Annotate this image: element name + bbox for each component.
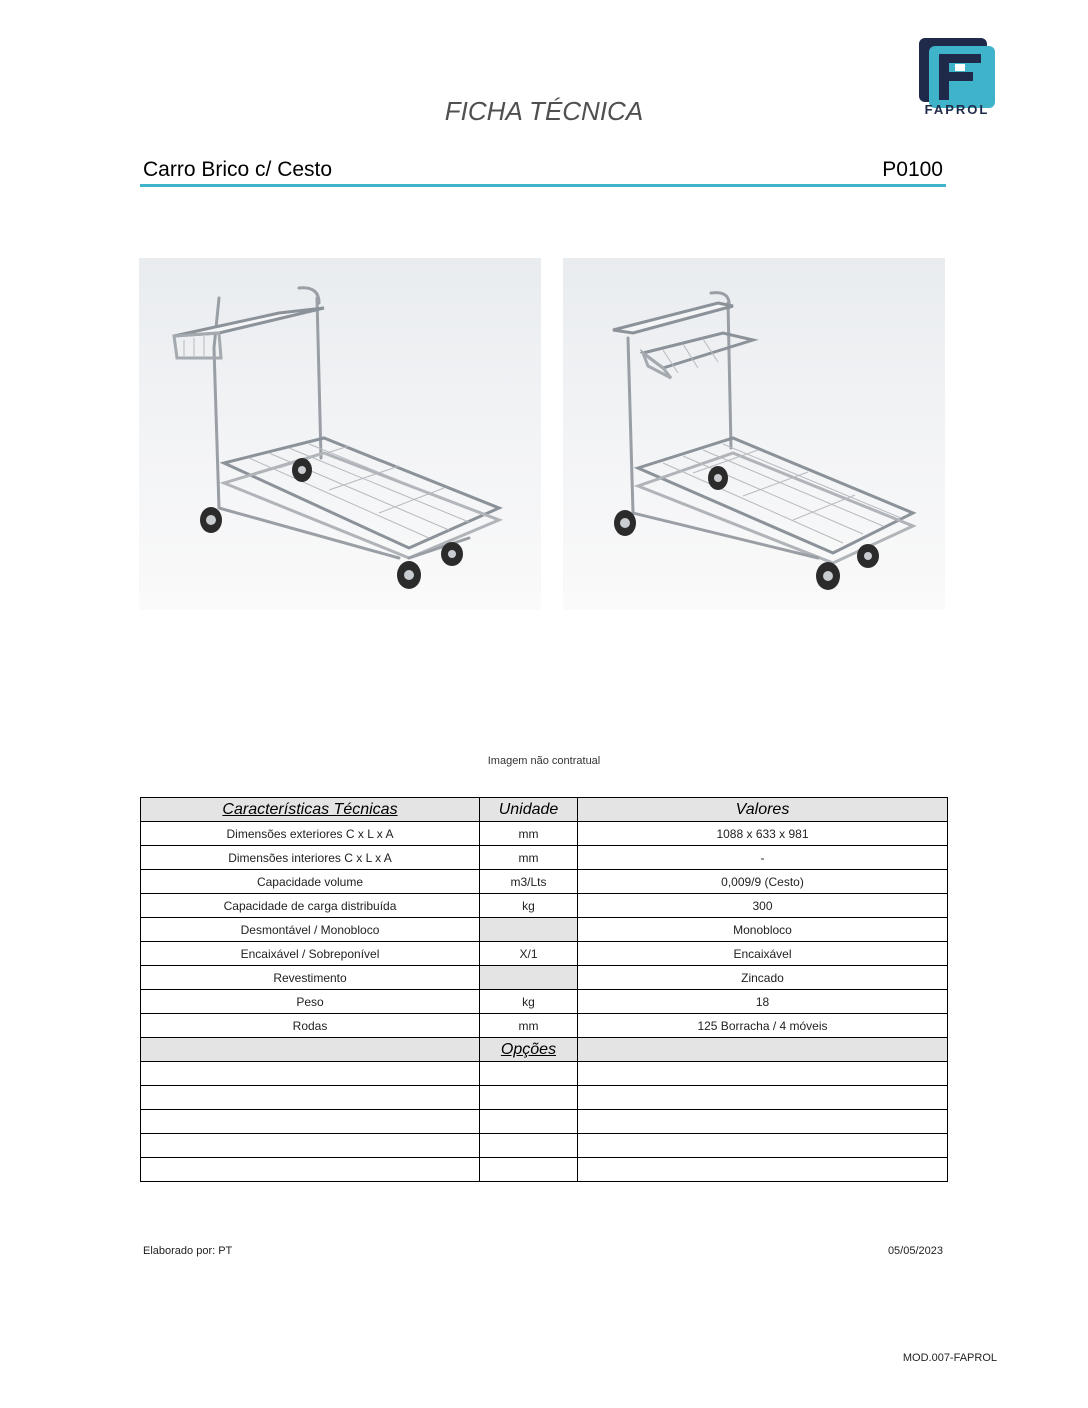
product-underline-rule	[140, 184, 946, 187]
header-unit: Unidade	[480, 798, 578, 822]
row-unit: m3/Lts	[480, 870, 578, 894]
row-value: Encaixável	[578, 942, 948, 966]
product-photo-right	[563, 258, 945, 610]
row-value: 0,009/9 (Cesto)	[578, 870, 948, 894]
table-row	[141, 966, 948, 990]
image-disclaimer: Imagem não contratual	[487, 755, 601, 767]
table-row	[141, 1014, 948, 1038]
row-label: Encaixável / Sobreponível	[141, 942, 480, 966]
table-header-row	[141, 798, 948, 822]
row-unit: mm	[480, 1014, 578, 1038]
table-row	[141, 990, 948, 1014]
table-row	[141, 942, 948, 966]
table-row	[141, 846, 948, 870]
document-title: FICHA TÉCNICA	[444, 96, 644, 126]
row-label: Dimensões interiores C x L x A	[141, 846, 480, 870]
row-label: Revestimento	[141, 966, 480, 990]
product-photo-left	[139, 258, 541, 610]
row-label: Rodas	[141, 1014, 480, 1038]
table-row	[141, 870, 948, 894]
header-characteristics: Características Técnicas	[141, 798, 480, 822]
row-unit	[480, 918, 578, 942]
row-value: 300	[578, 894, 948, 918]
row-value: 1088 x 633 x 981	[578, 822, 948, 846]
options-row	[141, 1158, 948, 1182]
document-date: 05/05/2023	[887, 1245, 943, 1257]
options-row	[141, 1134, 948, 1158]
options-row	[141, 1086, 948, 1110]
row-value: Zincado	[578, 966, 948, 990]
options-header-blank	[141, 1038, 480, 1062]
table-row	[141, 822, 948, 846]
prepared-by: Elaborado por: PT	[143, 1245, 233, 1257]
options-row	[141, 1062, 948, 1086]
options-header-row	[141, 1038, 948, 1062]
row-label: Capacidade de carga distribuída	[141, 894, 480, 918]
row-unit: mm	[480, 846, 578, 870]
row-value: Monobloco	[578, 918, 948, 942]
options-header-blank	[578, 1038, 948, 1062]
options-header: Opções	[480, 1038, 578, 1062]
row-unit: X/1	[480, 942, 578, 966]
row-value: 18	[578, 990, 948, 1014]
row-unit: kg	[480, 990, 578, 1014]
product-code: P0100	[882, 158, 943, 181]
product-name: Carro Brico c/ Cesto	[143, 158, 333, 181]
spec-table	[140, 797, 948, 1182]
row-unit: mm	[480, 822, 578, 846]
row-label: Dimensões exteriores C x L x A	[141, 822, 480, 846]
options-row	[141, 1110, 948, 1134]
row-label: Capacidade volume	[141, 870, 480, 894]
row-value: 125 Borracha / 4 móveis	[578, 1014, 948, 1038]
row-unit	[480, 966, 578, 990]
table-row	[141, 918, 948, 942]
header-values: Valores	[578, 798, 948, 822]
form-code: MOD.007-FAPROL	[902, 1352, 997, 1364]
row-label: Peso	[141, 990, 480, 1014]
row-value: -	[578, 846, 948, 870]
row-label: Desmontável / Monobloco	[141, 918, 480, 942]
logo-wordmark: FAPROL	[924, 102, 990, 117]
table-row	[141, 894, 948, 918]
row-unit: kg	[480, 894, 578, 918]
